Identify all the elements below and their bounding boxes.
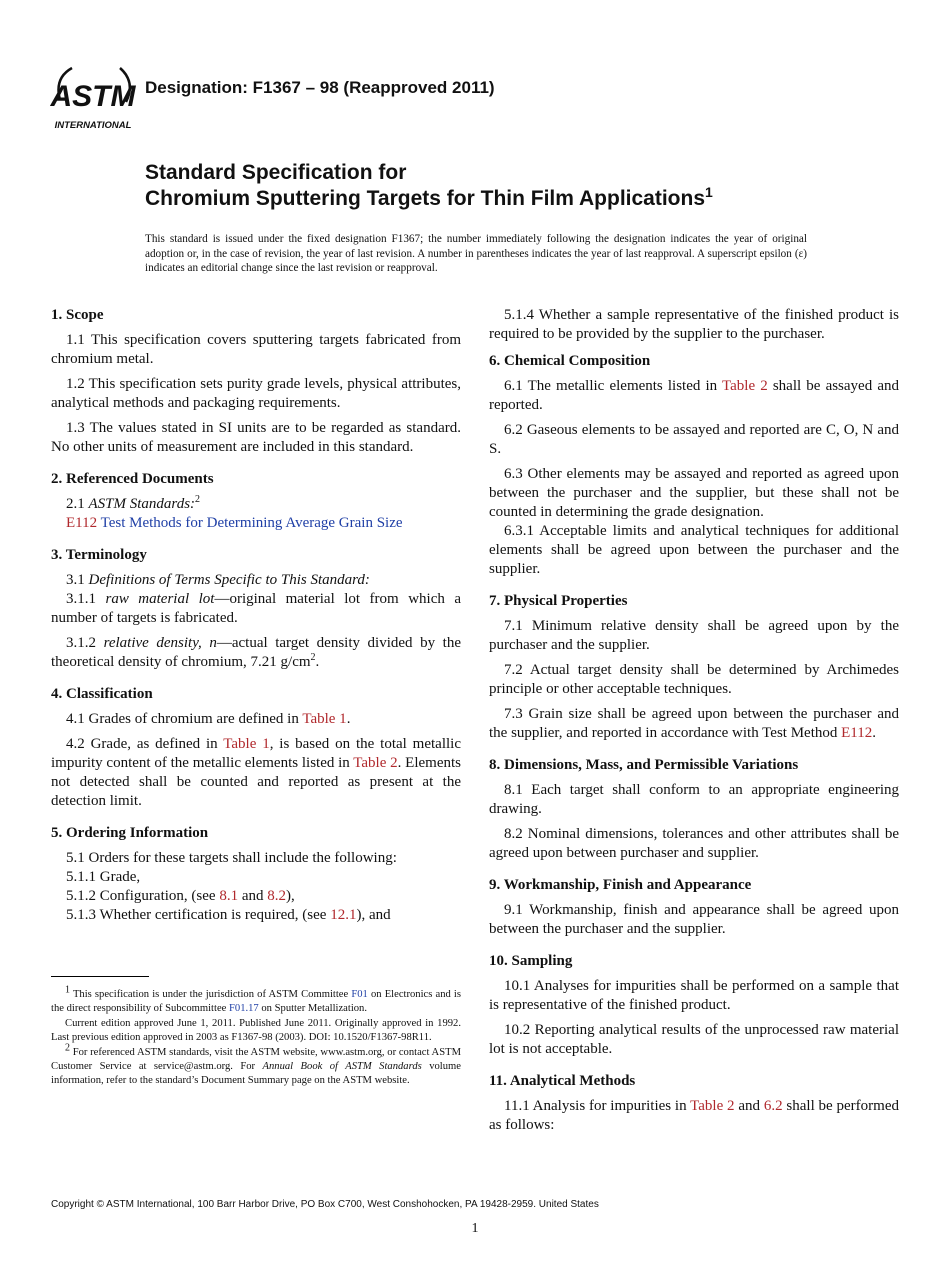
paragraph: 4.1 Grades of chromium are defined in Table 1.: [66, 711, 351, 727]
link-table-1[interactable]: Table 1: [302, 711, 347, 727]
section-heading: 10. Sampling: [489, 953, 573, 969]
link-table-1[interactable]: Table 1: [223, 736, 270, 752]
paragraph: 1.2 This specification sets purity grade levels, physical attributes, analytical methods and packaging requirements.: [51, 376, 461, 411]
link-table-2[interactable]: Table 2: [690, 1098, 735, 1114]
footnote-ref-2[interactable]: 2: [195, 494, 201, 505]
paragraph: 7.3 Grain size shall be agreed upon between the purchaser and the supplier, and reported in accordance with Test Method E112.: [489, 706, 899, 741]
paragraph: 3.1.2 relative density, n—actual target density divided by the theoretical density of chromium, 7.21 $g/cm^2$.: [51, 635, 461, 670]
section-chemical-composition: [489, 352, 899, 579]
link-table-2[interactable]: Table 2: [722, 378, 768, 394]
section-physical-properties: [489, 592, 899, 743]
paragraph: 6.1 The metallic elements listed in Table 2 shall be assayed and reported.: [489, 378, 899, 413]
section-workmanship: [489, 876, 899, 939]
section-heading: 5. Ordering Information: [51, 825, 209, 841]
footnote-1-edition: Current edition approved June 1, 2011. Published June 2011. Originally approved in 1992. Last previous edition approved in 2003 as F1367-98 (2003). DOI: 10.1520/F1367-98R11.: [51, 1018, 461, 1043]
paragraph: 1.3 The values stated in SI units are to be regarded as standard. No other units of measurement are included in this standard.: [51, 420, 461, 455]
paragraph: 2.1 ASTM Standards:$^2$: [66, 494, 201, 512]
astm-logo: [50, 60, 136, 132]
title-line-1: Standard Specification for: [145, 161, 407, 184]
footnote-2: $^2$ For referenced ASTM standards, visit the ASTM website, www.astm.org, or contact ASTM Customer Service at service@astm.org. For Annual Book of ASTM Standards volume information, refer to the standard’s Document Summary page on the ASTM website.: [51, 1042, 461, 1086]
paragraph: 4.2 Grade, as defined in Table 1, is based on the total metallic impurity content of the metallic elements listed in Table 2. Elements not detected shall be counted and reported as present at the detection limit.: [51, 736, 461, 809]
paragraph: 10.2 Reporting analytical results of the unprocessed raw material lot is not acceptable.: [489, 1022, 899, 1057]
paragraph: 11.1 Analysis for impurities in Table 2 and 6.2 shall be performed as follows:: [489, 1098, 899, 1133]
paragraph: 10.1 Analyses for impurities shall be performed on a sample that is representative of the finished product.: [489, 978, 899, 1013]
section-heading: 3. Terminology: [51, 547, 147, 563]
paragraph: 5.1.3 Whether certification is required, (see 12.1), and: [66, 907, 391, 923]
section-ordering-information: [51, 824, 461, 925]
paragraph: 5.1.4 Whether a sample representative of the finished product is required to be provided by the supplier to the purchaser.: [489, 307, 899, 342]
paragraph: 7.1 Minimum relative density shall be agreed upon by the purchaser and the supplier.: [489, 618, 899, 653]
link-f01-17[interactable]: F01.17: [229, 1002, 259, 1014]
document-title: [145, 160, 905, 212]
copyright: Copyright © ASTM International, 100 Barr Harbor Drive, PO Box C700, West Conshohocken, PA 19428-2959. United States: [51, 1199, 599, 1210]
link-table-2[interactable]: Table 2: [353, 755, 398, 771]
section-heading: 6. Chemical Composition: [489, 353, 651, 369]
section-heading: 7. Physical Properties: [489, 593, 628, 609]
section-heading: 8. Dimensions, Mass, and Permissible Variations: [489, 757, 799, 773]
designation: Designation: F1367 – 98 (Reapproved 2011): [145, 78, 495, 97]
paragraph: 3.1.1 raw material lot—original material lot from which a number of targets is fabricated.: [51, 591, 461, 626]
link-e112[interactable]: E112: [841, 725, 873, 741]
section-scope: [51, 306, 461, 457]
link-12-1[interactable]: 12.1: [330, 907, 357, 923]
footnote-1: $^1$ This specification is under the jurisdiction of ASTM Committee F01 on Electronics and is the direct responsibility of Subcommittee F01.17 on Sputter Metallization.: [51, 984, 462, 1014]
section-heading: 2. Referenced Documents: [51, 471, 214, 487]
link-6-2[interactable]: 6.2: [763, 1098, 783, 1114]
issuance-notice: This standard is issued under the fixed designation F1367; the number immediately following the designation indicates the year of original adoption or, in the case of revision, the year of last revision. A number in parentheses indicates the year of last reapproval. A superscript epsilon (ε) indicates an editorial change since the last revision or reapproval.: [145, 233, 807, 274]
logo-text-top: ASTM: [50, 80, 136, 113]
section-heading: 4. Classification: [51, 686, 153, 702]
paragraph: 5.1.1 Grade,: [66, 869, 141, 885]
paragraph: 8.2 Nominal dimensions, tolerances and other attributes shall be agreed upon between purchaser and supplier.: [489, 826, 899, 861]
paragraph: 5.1 Orders for these targets shall include the following:: [66, 850, 397, 866]
footnotes: [51, 984, 462, 1089]
left-column: [51, 306, 461, 938]
section-heading: 9. Workmanship, Finish and Appearance: [489, 877, 752, 893]
section-sampling: [489, 952, 899, 1059]
link-e112[interactable]: E112: [66, 515, 98, 531]
section-dimensions: [489, 756, 899, 863]
paragraph: 7.2 Actual target density shall be determined by Archimedes principle or other acceptable techniques.: [489, 662, 899, 697]
section-heading: 1. Scope: [51, 307, 104, 323]
link-e112-title[interactable]: Test Methods for Determining Average Grain Size: [100, 515, 403, 531]
section-referenced-documents: [51, 470, 461, 533]
link-f01[interactable]: F01: [351, 989, 368, 1000]
paragraph: 6.2 Gaseous elements to be assayed and reported are C, O, N and S.: [489, 422, 899, 457]
footnote-divider: [51, 976, 149, 977]
paragraph: 6.3.1 Acceptable limits and analytical techniques for additional elements shall be agreed upon between the purchaser and the supplier.: [489, 523, 899, 577]
paragraph: 1.1 This specification covers sputtering targets fabricated from chromium metal.: [51, 332, 461, 367]
link-8-2[interactable]: 8.2: [267, 888, 286, 904]
reference-e112[interactable]: [51, 514, 461, 533]
section-terminology: [51, 546, 461, 672]
section-classification: [51, 685, 461, 811]
paragraph: 8.1 Each target shall conform to an appropriate engineering drawing.: [489, 782, 899, 817]
paragraph: 6.3 Other elements may be assayed and reported as agreed upon between the purchaser and the supplier, but these shall not be counted in determining the grade designation.: [489, 466, 899, 520]
page-number: 1: [471, 1221, 479, 1236]
logo-text-bottom: INTERNATIONAL: [54, 120, 132, 131]
section-heading: 11. Analytical Methods: [489, 1073, 636, 1089]
title-line-2: Chromium Sputtering Targets for Thin Film Applications$^1$: [145, 184, 713, 210]
link-8-1[interactable]: 8.1: [219, 888, 239, 904]
section-analytical-methods: [489, 1072, 899, 1135]
right-column: [489, 306, 899, 1148]
paragraph: 3.1 Definitions of Terms Specific to This Standard:: [66, 572, 370, 588]
paragraph: 5.1.2 Configuration, (see 8.1 and 8.2),: [66, 888, 295, 904]
paragraph: 9.1 Workmanship, finish and appearance shall be agreed upon between the purchaser and the supplier.: [489, 902, 899, 937]
title-footnote-mark[interactable]: 1: [705, 184, 713, 200]
